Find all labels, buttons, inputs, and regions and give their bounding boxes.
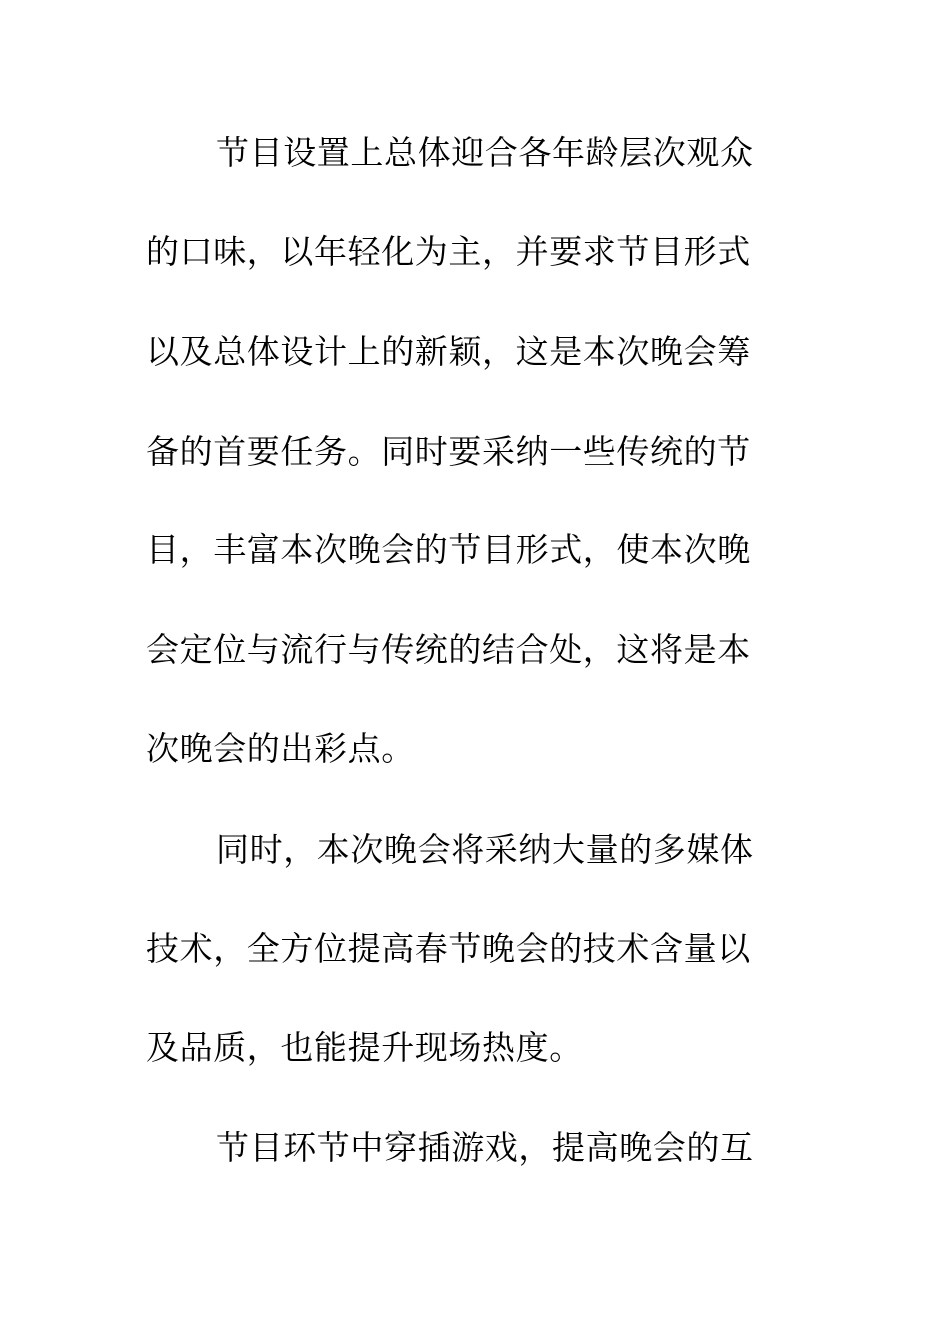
paragraph-1-line-2: 的口味，以年轻化为主，并要求节目形式 [146,232,751,271]
paragraph-3-line-1: 节目环节中穿插游戏，提高晚会的互 [216,1128,754,1167]
paragraph-1-line-1: 节目设置上总体迎合各年龄层次观众 [216,133,754,172]
paragraph-1-line-7: 次晚会的出彩点。 [146,729,415,768]
paragraph-1-line-4: 备的首要任务。同时要采纳一些传统的节 [146,432,751,471]
paragraph-2-line-1: 同时，本次晚会将采纳大量的多媒体 [216,830,754,869]
paragraph-1-line-3: 以及总体设计上的新颖，这是本次晚会筹 [146,332,751,371]
paragraph-1-line-6: 会定位与流行与传统的结合处，这将是本 [146,630,751,669]
paragraph-2-line-3: 及品质，也能提升现场热度。 [146,1028,583,1067]
paragraph-1-line-5: 目，丰富本次晚会的节目形式，使本次晚 [146,530,751,569]
paragraph-2-line-2: 技术，全方位提高春节晚会的技术含量以 [146,929,751,968]
